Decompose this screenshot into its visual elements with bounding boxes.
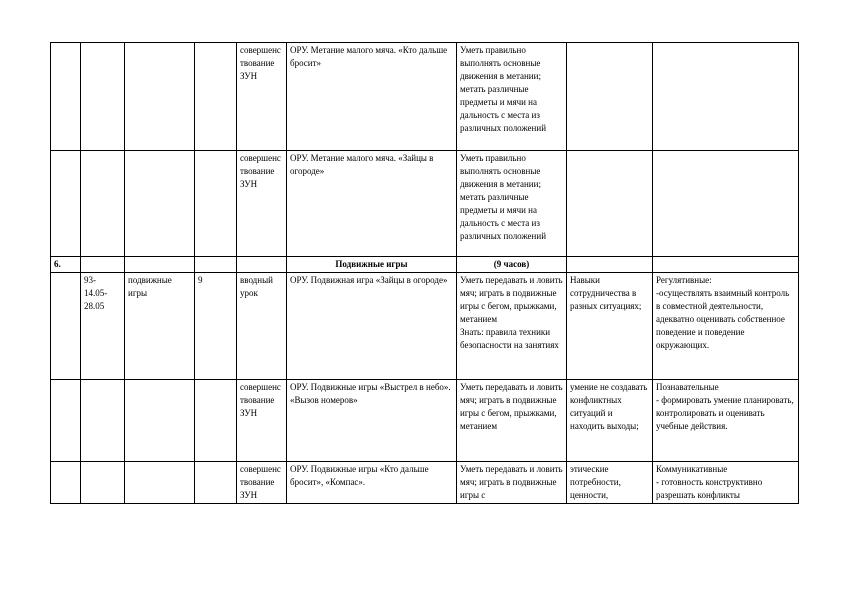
- metasubject-results-cell: Регулятивные: -осуществлять взаимный контроль в совместной деятельности, адекватно оценивать собственное поведение и поведение окружающих.: [653, 273, 799, 380]
- content-cell: ОРУ. Подвижные игры «Выстрел в небо». «Вызов номеров»: [287, 380, 457, 462]
- table-row: [51, 151, 799, 257]
- row-number-cell: [51, 151, 81, 257]
- personal-results-cell: умение не создавать конфликтных ситуаций и находить выходы;: [567, 380, 653, 462]
- lesson-number-date-cell: [81, 462, 125, 504]
- metasubject-results-cell: Познавательные - формировать умение планировать, контролировать и оценивать учебные действия.: [653, 380, 799, 462]
- table-row: [51, 273, 799, 380]
- hours-cell: [195, 151, 237, 257]
- section-hours: (9 часов): [457, 257, 567, 273]
- lesson-type-cell: совершенствование ЗУН: [237, 380, 287, 462]
- subject-results-cell: Уметь передавать и ловить мяч; играть в подвижные игры с бегом, прыжками, метанием: [457, 380, 567, 462]
- section-number: 6.: [51, 257, 81, 273]
- subject-results-cell: Уметь правильно выполнять основные движения в метании; метать различные предметы и мячи на дальность с места из различных положений: [457, 43, 567, 151]
- content-cell: ОРУ. Метание малого мяча. «Кто дальше бросит»: [287, 43, 457, 151]
- topic-cell: [125, 462, 195, 504]
- lesson-number-date-cell: [81, 380, 125, 462]
- topic-cell: [125, 380, 195, 462]
- hours-cell: [195, 380, 237, 462]
- content-cell: ОРУ. Метание малого мяча. «Зайцы в огороде»: [287, 151, 457, 257]
- lesson-number-date-cell: [81, 151, 125, 257]
- metasubject-results-cell: Коммуникативные - готовность конструктивно разрешать конфликты: [653, 462, 799, 504]
- section-row: [51, 257, 799, 273]
- topic-cell: [125, 151, 195, 257]
- table-row: [51, 43, 799, 151]
- personal-results-cell: [567, 43, 653, 151]
- lesson-type-cell: совершенствование ЗУН: [237, 43, 287, 151]
- lesson-type-cell: совершенствование ЗУН: [237, 151, 287, 257]
- table-row: [51, 462, 799, 504]
- subject-results-cell: Уметь передавать и ловить мяч; играть в подвижные игры с бегом, прыжками, метанием Знать: правила техники безопасности на занятиях: [457, 273, 567, 380]
- lesson-number-date-cell: [81, 43, 125, 151]
- topic-cell: подвижные игры: [125, 273, 195, 380]
- personal-results-cell: Навыки сотрудничества в разных ситуациях;: [567, 273, 653, 380]
- lesson-plan-table: [50, 42, 799, 504]
- subject-results-cell: Уметь передавать и ловить мяч; играть в подвижные игры с: [457, 462, 567, 504]
- metasubject-results-cell: [653, 43, 799, 151]
- hours-cell: [195, 43, 237, 151]
- hours-cell: 9: [195, 273, 237, 380]
- metasubject-results-cell: [653, 151, 799, 257]
- table-row: [51, 380, 799, 462]
- section-title: Подвижные игры: [287, 257, 457, 273]
- row-number-cell: [51, 380, 81, 462]
- topic-cell: [125, 43, 195, 151]
- row-number-cell: [51, 43, 81, 151]
- content-cell: ОРУ. Подвижная игра «Зайцы в огороде»: [287, 273, 457, 380]
- personal-results-cell: [567, 151, 653, 257]
- hours-cell: [195, 462, 237, 504]
- row-number-cell: [51, 273, 81, 380]
- lesson-type-cell: совершенствование ЗУН: [237, 462, 287, 504]
- lesson-number-date-cell: 93- 14.05- 28.05: [81, 273, 125, 380]
- content-cell: ОРУ. Подвижные игры «Кто дальше бросит», «Компас».: [287, 462, 457, 504]
- lesson-type-cell: вводный урок: [237, 273, 287, 380]
- row-number-cell: [51, 462, 81, 504]
- personal-results-cell: этические потребности, ценности,: [567, 462, 653, 504]
- subject-results-cell: Уметь правильно выполнять основные движения в метании; метать различные предметы и мячи на дальность с места из различных положений: [457, 151, 567, 257]
